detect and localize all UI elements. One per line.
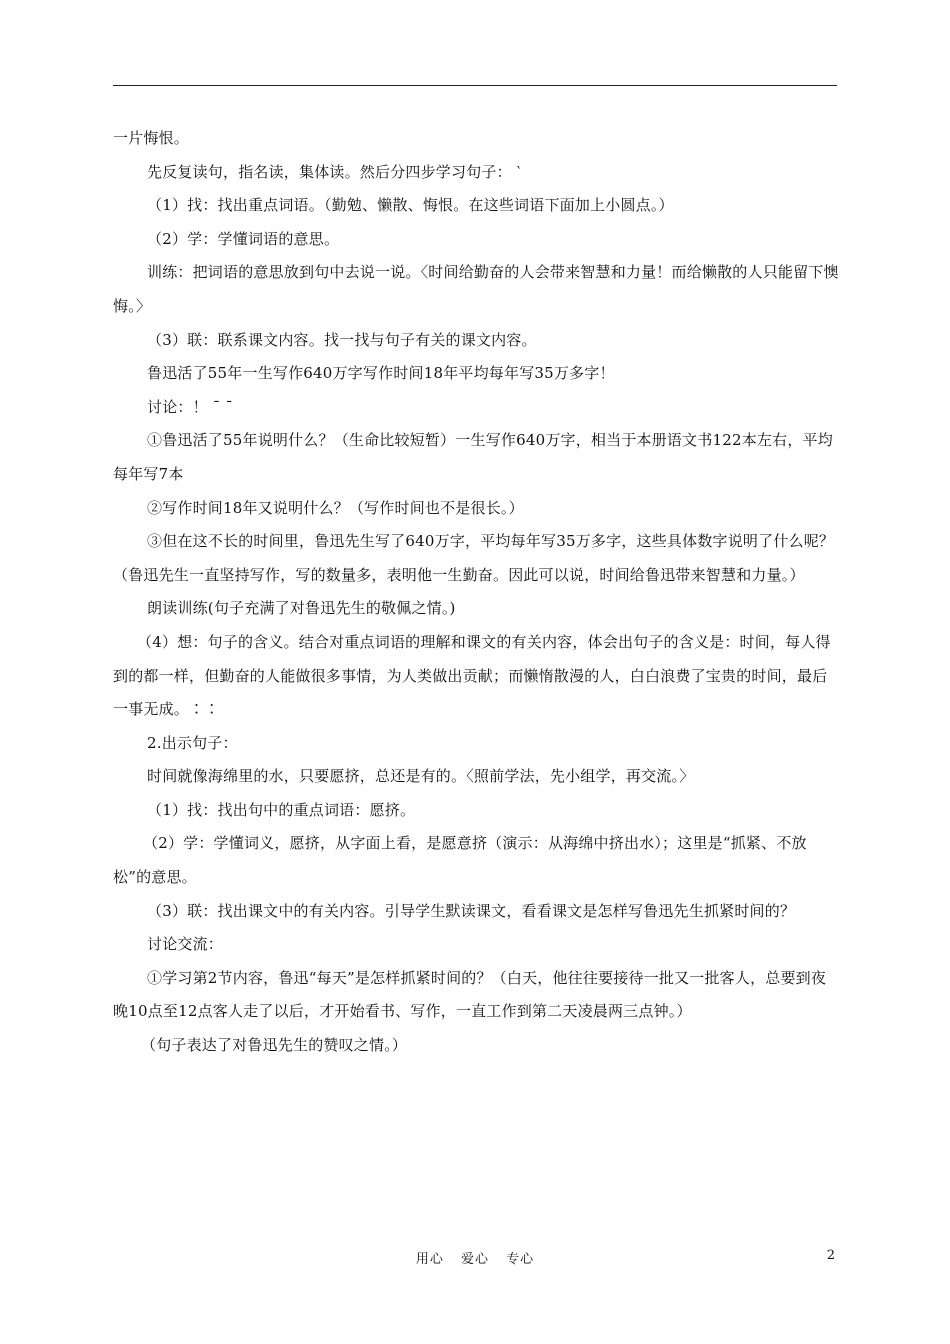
- body-text: [113, 122, 839, 1063]
- paragraph: 2.出示句子：: [147, 733, 238, 752]
- footer-motto: 用心 爱心 专心: [415, 1252, 535, 1267]
- paragraph: （3）联：联系课文内容。找一找与句子有关的课文内容。: [147, 330, 537, 349]
- paragraph: ③但在这不长的时间里，鲁迅先生写了640万字，平均每年写35万多字，这些具体数字说明了什么呢？（鲁迅先生一直坚持写作，写的数量多，表明他一生勤奋。因此可以说，时间给鲁迅带来智慧和力量。）: [113, 532, 835, 584]
- paragraph: （2）学：学懂词语的意思。: [147, 229, 340, 248]
- paragraph: 鲁迅活了55年一生写作640万字写作时间18年平均每年写35万多字！: [147, 364, 615, 383]
- page-footer: [0, 1248, 950, 1272]
- paragraph: 朗读训练(句子充满了对鲁迅先生的敬佩之情。): [147, 599, 456, 618]
- paragraph: 讨论：！ ¯ ¯: [147, 397, 234, 416]
- paragraph: 讨论交流：: [147, 935, 224, 954]
- header-rule: [113, 85, 837, 86]
- paragraph: （1）找：找出句中的重点词语：愿挤。: [147, 800, 416, 819]
- paragraph: （1）找：找出重点词语。（勤勉、懒散、悔恨。在这些词语下面加上小圆点。）: [147, 196, 674, 215]
- paragraph: （2）学：学懂词义，愿挤，从字面上看，是愿意挤（演示：从海绵中挤出水）；这里是“抓紧、不放松”的意思。: [113, 834, 807, 887]
- paragraph: ①学习第2节内容，鲁迅“每天”是怎样抓紧时间的？（白天，他往往要接待一批又一批客人，总要到夜晚10点至12点客人走了以后，才开始看书、写作，一直工作到第二天凌晨两三点钟。）: [113, 968, 827, 1021]
- paragraph: ②写作时间18年又说明什么？（写作时间也不是很长。）: [147, 498, 524, 517]
- page-number: 2: [826, 1248, 835, 1263]
- paragraph: （句子表达了对鲁迅先生的赞叹之情。）: [141, 1036, 408, 1055]
- paragraph: （3）联：找出课文中的有关内容。引导学生默读课文，看看课文是怎样写鲁迅先生抓紧时间的？: [147, 901, 796, 920]
- paragraph: （4）想：句子的含义。结合对重点词语的理解和课文的有关内容，体会出句子的含义是：时间，每人得到的都一样，但勤奋的人能做很多事情，为人类做出贡献；而懒惰散漫的人，白白浪费了宝贵的时间，最后一事无成。∶∶: [113, 632, 831, 719]
- paragraph: 先反复读句，指名读，集体读。然后分四步学习句子： ‵: [147, 162, 521, 181]
- paragraph: 时间就像海绵里的水，只要愿挤，总还是有的。〈照前学法，先小组学，再交流。〉: [147, 767, 695, 786]
- paragraph: 一片悔恨。: [113, 129, 190, 147]
- paragraph: 训练：把词语的意思放到句中去说一说。〈时间给勤奋的人会带来智慧和力量！而给懒散的人只能留下懊悔。〉: [113, 263, 839, 315]
- paragraph: ①鲁迅活了55年说明什么？（生命比较短暂）一生写作640万字，相当于本册语文书122本左右，平均每年写7本: [113, 431, 833, 483]
